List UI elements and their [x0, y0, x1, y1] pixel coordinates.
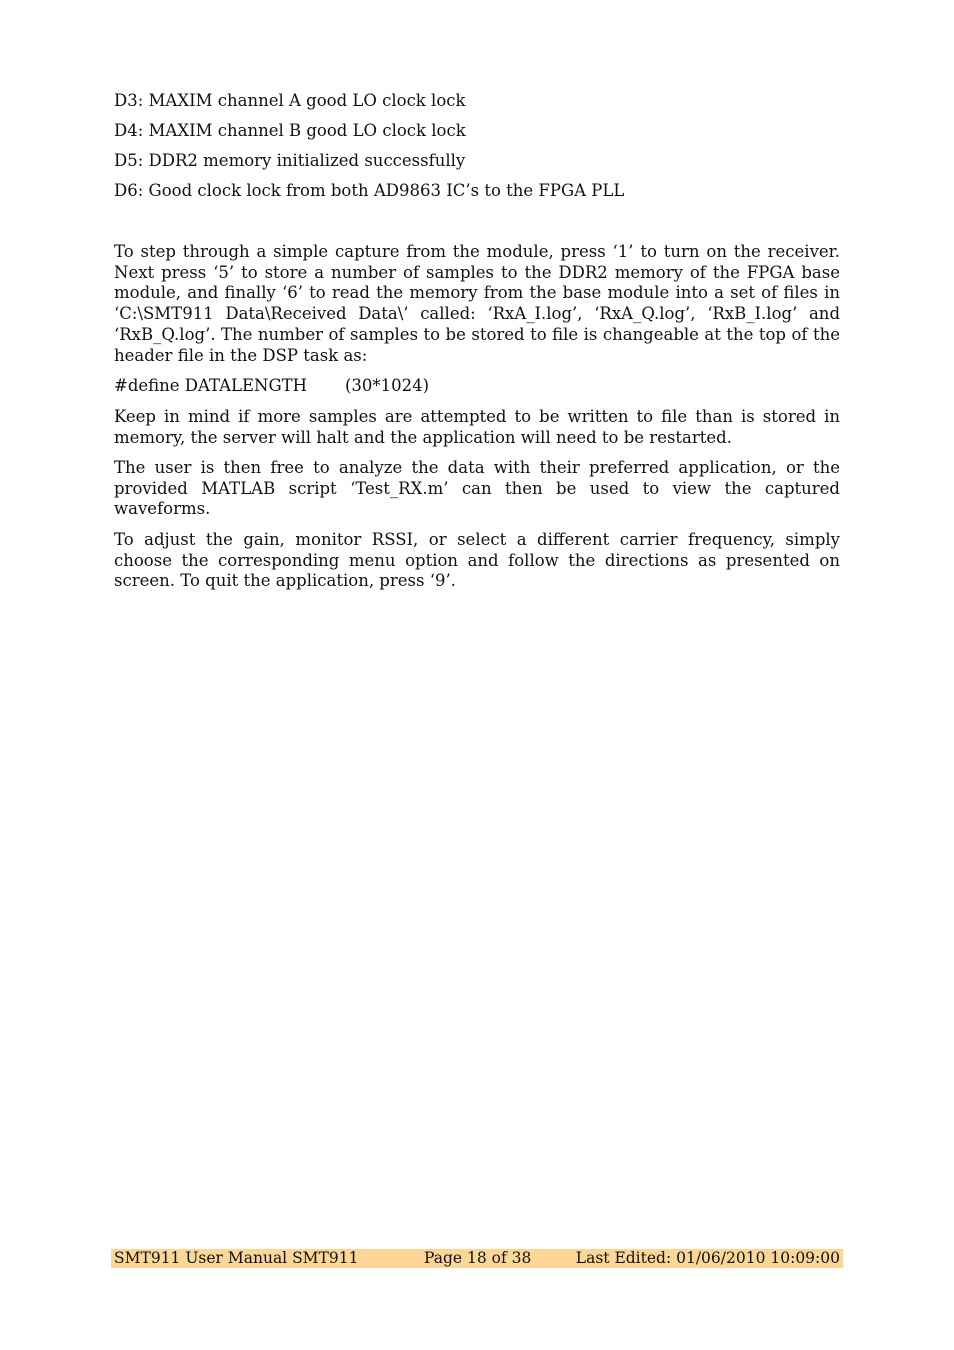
analysis-paragraph: The user is then free to analyze the data with their preferred application, or the provided MATLAB script ‘Test_RX.m’ can then be used to view the captured waveforms.	[114, 458, 840, 519]
footer-title: SMT911 User Manual SMT911	[114, 1249, 359, 1267]
led-status-d5: D5: DDR2 memory initialized successfully	[114, 151, 466, 170]
page-footer	[111, 1249, 843, 1268]
led-status-d6: D6: Good clock lock from both AD9863 IC’s to the FPGA PLL	[114, 181, 625, 200]
footer-page-number: Page 18 of 38	[424, 1249, 532, 1267]
led-status-d3: D3: MAXIM channel A good LO clock lock	[114, 91, 466, 110]
footer-last-edited: Last Edited: 01/06/2010 10:09:00	[575, 1249, 840, 1267]
define-code-line	[114, 376, 430, 396]
capture-steps-paragraph: To step through a simple capture from the module, press ‘1’ to turn on the receiver. Next press ‘5’ to store a number of samples to the DDR2 memory of the FPGA base module, and finally ‘6’ to read the memory from the base module into a set of files in ‘C:\SMT911 Data\Received Data\’ called: ‘RxA_I.log’, ‘RxA_Q.log’, ‘RxB_I.log’ and ‘RxB_Q.log’. The number of samples to be stored to file is changeable at the top of the header file in the DSP task as:	[114, 242, 840, 365]
adjust-paragraph: To adjust the gain, monitor RSSI, or select a different carrier frequency, simply choose the corresponding menu option and follow the directions as presented on screen. To quit the application, press ‘9’.	[114, 530, 840, 591]
led-status-d4: D4: MAXIM channel B good LO clock lock	[114, 121, 466, 140]
define-directive: #define DATALENGTH	[114, 376, 308, 395]
define-value: (30*1024)	[345, 376, 430, 395]
memory-warning-paragraph: Keep in mind if more samples are attempted to be written to file than is stored in memory, the server will halt and the application will need to be restarted.	[114, 407, 840, 447]
